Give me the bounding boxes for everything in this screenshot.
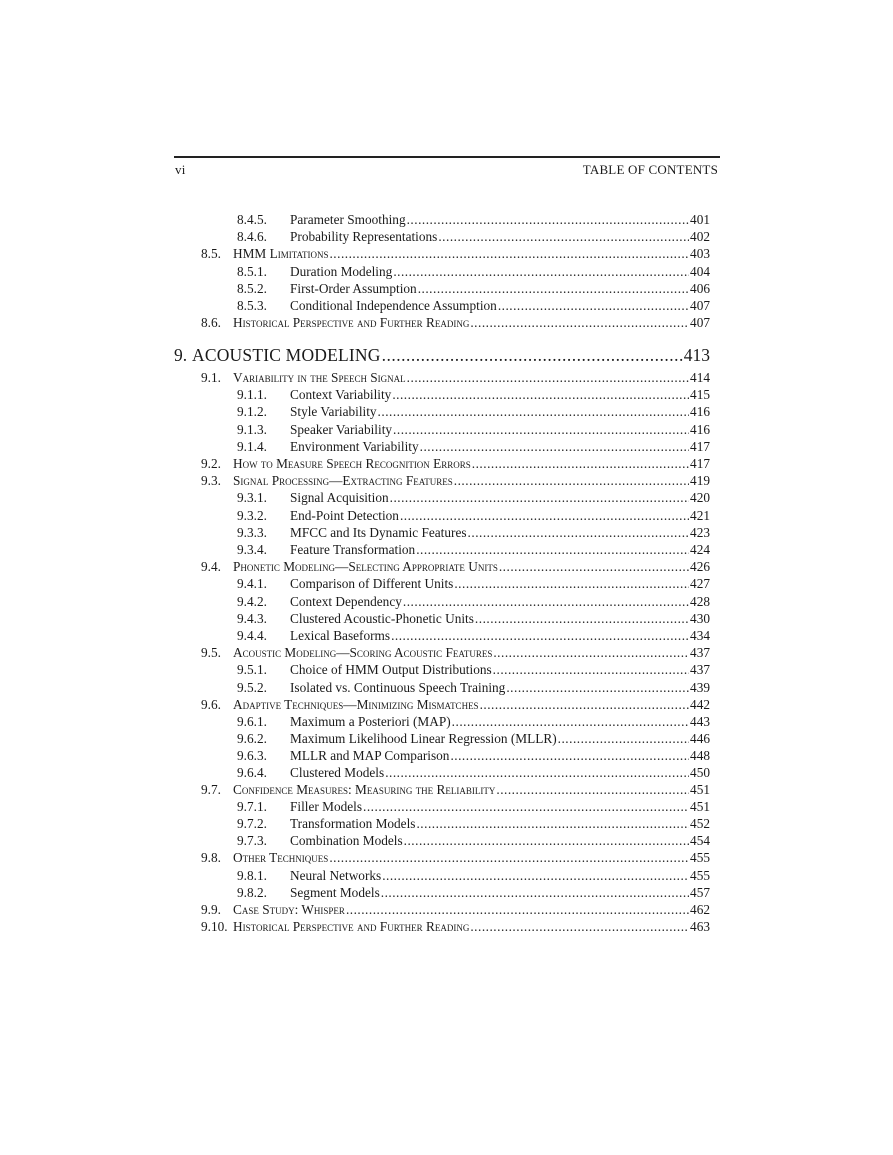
entry-title: Confidence Measures: Measuring the Reliability	[233, 782, 496, 797]
entry-number: 9.1.3.	[237, 422, 267, 437]
entry-title: Historical Perspective and Further Reading	[233, 919, 470, 934]
entry-page-number: 455	[690, 850, 710, 865]
entry-number: 9.4.4.	[237, 628, 267, 643]
entry-number: 9.10.	[201, 919, 228, 934]
dot-leader	[346, 901, 689, 918]
entry-page-number: 448	[690, 748, 710, 763]
entry-page-number: 415	[690, 387, 710, 402]
entry-number: 9.7.2.	[237, 816, 267, 831]
entry-title: Duration Modeling	[290, 264, 393, 279]
entry-title: Historical Perspective and Further Reading	[233, 315, 470, 330]
entry-page-number: 403	[690, 246, 710, 261]
entry-number: 9.6.3.	[237, 748, 267, 763]
subsection-entry[interactable]	[237, 627, 710, 644]
entry-number: 9.	[174, 345, 188, 365]
section-entry[interactable]	[201, 849, 710, 866]
section-entry[interactable]	[201, 455, 710, 472]
dot-leader	[452, 713, 689, 730]
entry-title: Clustered Acoustic-Phonetic Units	[290, 611, 474, 626]
dot-leader	[418, 280, 689, 297]
entry-number: 9.4.2.	[237, 594, 267, 609]
dot-leader	[506, 679, 689, 696]
entry-title: Signal Processing—Extracting Features	[233, 473, 453, 488]
subsection-entry[interactable]	[237, 489, 710, 506]
entry-number: 8.4.6.	[237, 229, 267, 244]
entry-title: Adaptive Techniques—Minimizing Mismatches	[233, 697, 479, 712]
entry-number: 8.5.	[201, 246, 221, 261]
entry-number: 9.7.	[201, 782, 221, 797]
entry-page-number: 450	[690, 765, 710, 780]
entry-number: 9.5.2.	[237, 680, 267, 695]
subsection-entry[interactable]	[237, 280, 710, 297]
entry-page-number: 421	[690, 508, 710, 523]
section-entry[interactable]	[201, 369, 710, 386]
entry-number: 9.3.2.	[237, 508, 267, 523]
entry-page-number: 401	[690, 212, 710, 227]
dot-leader	[472, 455, 689, 472]
entry-number: 8.5.3.	[237, 298, 267, 313]
subsection-entry[interactable]	[237, 679, 710, 696]
dot-leader	[381, 884, 689, 901]
entry-title: Case Study: Whisper	[233, 902, 345, 917]
entry-page-number: 428	[690, 594, 710, 609]
entry-number: 9.8.2.	[237, 885, 267, 900]
entry-number: 8.4.5.	[237, 212, 267, 227]
entry-title: Maximum a Posteriori (MAP)	[290, 714, 451, 729]
dot-leader	[393, 421, 689, 438]
entry-number: 9.7.3.	[237, 833, 267, 848]
entry-title: Isolated vs. Continuous Speech Training	[290, 680, 506, 695]
subsection-entry[interactable]	[237, 575, 710, 592]
subsection-entry[interactable]	[237, 228, 710, 245]
entry-page-number: 407	[690, 315, 710, 330]
entry-number: 9.6.2.	[237, 731, 267, 746]
entry-title: Context Variability	[290, 387, 392, 402]
running-header: TABLE OF CONTENTS	[582, 162, 718, 177]
dot-leader	[493, 644, 689, 661]
entry-page-number: 457	[690, 885, 710, 900]
dot-leader	[416, 541, 689, 558]
subsection-entry[interactable]	[237, 211, 710, 228]
entry-title: Probability Representations	[290, 229, 438, 244]
entry-number: 9.4.3.	[237, 611, 267, 626]
entry-page-number: 451	[690, 782, 710, 797]
dot-leader	[558, 730, 689, 747]
subsection-entry[interactable]	[237, 438, 710, 455]
subsection-entry[interactable]	[237, 764, 710, 781]
entry-page-number: 439	[690, 680, 710, 695]
entry-title: Feature Transformation	[290, 542, 416, 557]
entry-title: Neural Networks	[290, 868, 382, 883]
entry-page-number: 417	[690, 439, 710, 454]
entry-title: Acoustic Modeling—Scoring Acoustic Features	[233, 645, 493, 660]
entry-title: ACOUSTIC MODELING	[192, 345, 381, 365]
subsection-entry[interactable]	[237, 386, 710, 403]
dot-leader	[499, 558, 689, 575]
subsection-entry[interactable]	[237, 798, 710, 815]
entry-number: 8.5.1.	[237, 264, 267, 279]
subsection-entry[interactable]	[237, 832, 710, 849]
dot-leader	[404, 832, 689, 849]
entry-number: 9.1.2.	[237, 404, 267, 419]
entry-page-number: 452	[690, 816, 710, 831]
entry-number: 9.2.	[201, 456, 221, 471]
dot-leader	[470, 918, 689, 935]
dot-leader	[329, 849, 689, 866]
entry-title: Speaker Variability	[290, 422, 393, 437]
dot-leader	[470, 314, 689, 331]
dot-leader	[420, 438, 689, 455]
dot-leader	[390, 489, 689, 506]
entry-page-number: 416	[690, 422, 710, 437]
entry-page-number: 455	[690, 868, 710, 883]
subsection-entry[interactable]	[237, 884, 710, 901]
subsection-entry[interactable]	[237, 524, 710, 541]
dot-leader	[385, 764, 689, 781]
entry-title: Variability in the Speech Signal	[233, 370, 406, 385]
entry-title: Environment Variability	[290, 439, 419, 454]
dot-leader	[393, 263, 689, 280]
section-entry[interactable]	[201, 472, 710, 489]
section-entry[interactable]	[201, 314, 710, 331]
entry-page-number: 404	[690, 264, 710, 279]
entry-number: 9.3.	[201, 473, 221, 488]
dot-leader	[382, 344, 683, 366]
entry-title: Maximum Likelihood Linear Regression (MLLR)	[290, 731, 557, 746]
dot-leader	[450, 747, 689, 764]
entry-page-number: 430	[690, 611, 710, 626]
subsection-entry[interactable]	[237, 713, 710, 730]
dot-leader	[403, 593, 689, 610]
entry-page-number: 463	[690, 919, 710, 934]
section-entry[interactable]	[201, 558, 710, 575]
subsection-entry[interactable]	[237, 661, 710, 678]
entry-number: 9.6.	[201, 697, 221, 712]
entry-number: 9.8.	[201, 850, 221, 865]
entry-page-number: 437	[690, 662, 710, 677]
section-entry[interactable]	[201, 918, 710, 935]
subsection-entry[interactable]	[237, 593, 710, 610]
entry-title: Segment Models	[290, 885, 380, 900]
chapter-entry[interactable]	[174, 344, 710, 366]
subsection-entry[interactable]	[237, 747, 710, 764]
entry-number: 9.1.	[201, 370, 221, 385]
entry-page-number: 402	[690, 229, 710, 244]
section-entry[interactable]	[201, 696, 710, 713]
dot-leader	[416, 815, 689, 832]
subsection-entry[interactable]	[237, 403, 710, 420]
section-entry[interactable]	[201, 781, 710, 798]
entry-page-number: 446	[690, 731, 710, 746]
entry-page-number: 426	[690, 559, 710, 574]
subsection-entry[interactable]	[237, 297, 710, 314]
entry-number: 9.9.	[201, 902, 221, 917]
entry-page-number: 451	[690, 799, 710, 814]
section-entry[interactable]	[201, 644, 710, 661]
dot-leader	[391, 627, 689, 644]
subsection-entry[interactable]	[237, 730, 710, 747]
entry-number: 9.5.	[201, 645, 221, 660]
entry-title: HMM Limitations	[233, 246, 329, 261]
subsection-entry[interactable]	[237, 541, 710, 558]
subsection-entry[interactable]	[237, 421, 710, 438]
entry-page-number: 406	[690, 281, 710, 296]
dot-leader	[392, 386, 689, 403]
entry-page-number: 443	[690, 714, 710, 729]
entry-number: 9.5.1.	[237, 662, 267, 677]
entry-title: Transformation Models	[290, 816, 416, 831]
subsection-entry[interactable]	[237, 507, 710, 524]
entry-page-number: 420	[690, 490, 710, 505]
entry-title: Style Variability	[290, 404, 377, 419]
entry-page-number: 454	[690, 833, 710, 848]
entry-title: How to Measure Speech Recognition Errors	[233, 456, 471, 471]
entry-title: Signal Acquisition	[290, 490, 389, 505]
dot-leader	[480, 696, 689, 713]
page-number: vi	[175, 162, 186, 177]
dot-leader	[454, 472, 689, 489]
entry-page-number: 413	[683, 345, 710, 365]
section-entry[interactable]	[201, 245, 710, 262]
entry-page-number: 442	[690, 697, 710, 712]
entry-number: 9.6.4.	[237, 765, 267, 780]
dot-leader	[363, 798, 689, 815]
dot-leader	[493, 661, 689, 678]
entry-number: 9.6.1.	[237, 714, 267, 729]
entry-number: 9.8.1.	[237, 868, 267, 883]
entry-page-number: 423	[690, 525, 710, 540]
entry-page-number: 427	[690, 576, 710, 591]
entry-page-number: 462	[690, 902, 710, 917]
entry-title: First-Order Assumption	[290, 281, 417, 296]
dot-leader	[382, 867, 689, 884]
entry-page-number: 417	[690, 456, 710, 471]
entry-page-number: 424	[690, 542, 710, 557]
subsection-entry[interactable]	[237, 263, 710, 280]
subsection-entry[interactable]	[237, 610, 710, 627]
entry-page-number: 419	[690, 473, 710, 488]
subsection-entry[interactable]	[237, 815, 710, 832]
entry-title: Parameter Smoothing	[290, 212, 406, 227]
entry-title: Lexical Baseforms	[290, 628, 391, 643]
entry-title: MFCC and Its Dynamic Features	[290, 525, 467, 540]
dot-leader	[400, 507, 689, 524]
entry-title: Context Dependency	[290, 594, 402, 609]
entry-title: Filler Models	[290, 799, 363, 814]
header-rule	[174, 156, 720, 158]
entry-page-number: 416	[690, 404, 710, 419]
entry-title: MLLR and MAP Comparison	[290, 748, 450, 763]
dot-leader	[438, 228, 689, 245]
dot-leader	[468, 524, 690, 541]
entry-page-number: 414	[690, 370, 710, 385]
entry-number: 9.3.4.	[237, 542, 267, 557]
entry-number: 9.3.3.	[237, 525, 267, 540]
entry-title: Choice of HMM Output Distributions	[290, 662, 492, 677]
entry-page-number: 434	[690, 628, 710, 643]
entry-number: 8.5.2.	[237, 281, 267, 296]
entry-title: Clustered Models	[290, 765, 385, 780]
entry-title: Combination Models	[290, 833, 403, 848]
entry-page-number: 407	[690, 298, 710, 313]
entry-number: 9.7.1.	[237, 799, 267, 814]
dot-leader	[407, 211, 689, 228]
dot-leader	[496, 781, 689, 798]
entry-number: 9.3.1.	[237, 490, 267, 505]
entry-title: Other Techniques	[233, 850, 329, 865]
dot-leader	[498, 297, 689, 314]
dot-leader	[475, 610, 689, 627]
entry-number: 9.4.1.	[237, 576, 267, 591]
dot-leader	[378, 403, 690, 420]
entry-title: Phonetic Modeling—Selecting Appropriate Units	[233, 559, 498, 574]
dot-leader	[454, 575, 689, 592]
entry-page-number: 437	[690, 645, 710, 660]
entry-number: 8.6.	[201, 315, 221, 330]
section-entry[interactable]	[201, 901, 710, 918]
dot-leader	[329, 245, 689, 262]
entry-number: 9.4.	[201, 559, 221, 574]
entry-title: Comparison of Different Units	[290, 576, 454, 591]
dot-leader	[407, 369, 689, 386]
subsection-entry[interactable]	[237, 867, 710, 884]
entry-title: End-Point Detection	[290, 508, 399, 523]
entry-number: 9.1.4.	[237, 439, 267, 454]
entry-title: Conditional Independence Assumption	[290, 298, 497, 313]
entry-number: 9.1.1.	[237, 387, 267, 402]
